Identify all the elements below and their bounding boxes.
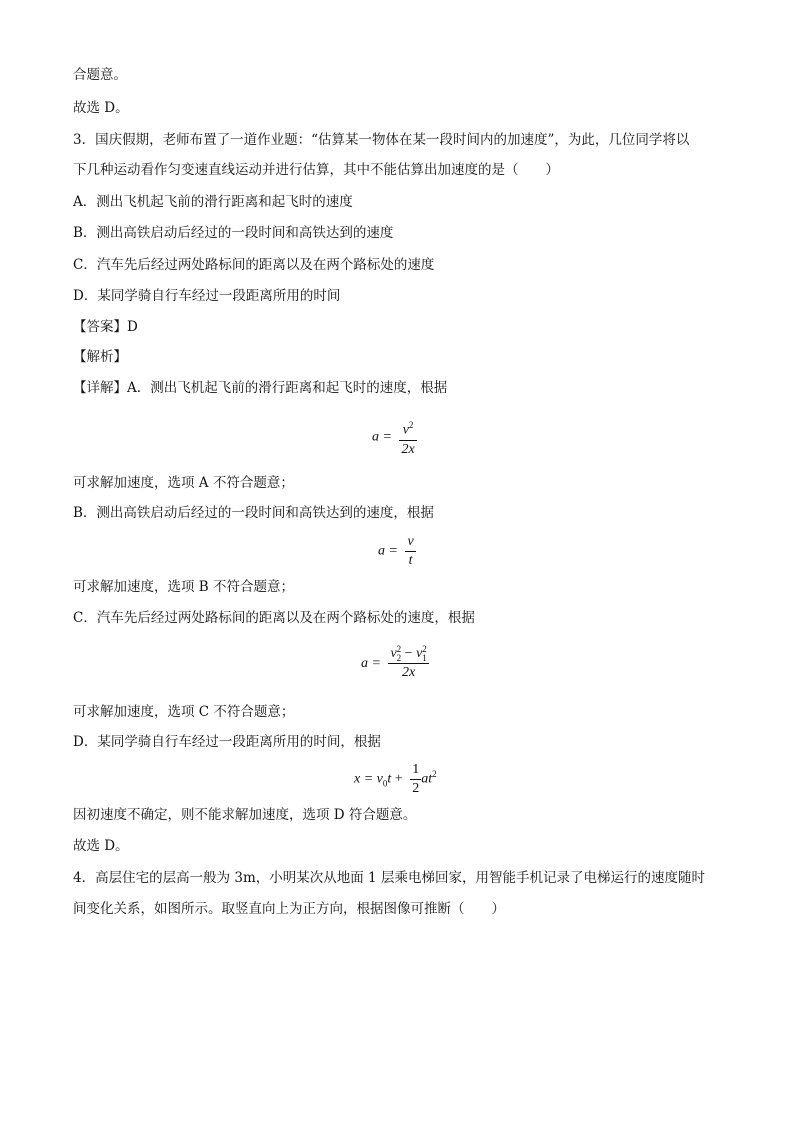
detail-d: D．某同学骑自行车经过一段距离所用的时间，根据 xyxy=(73,734,381,750)
eq1-lhs: a = xyxy=(372,429,392,445)
text-line: 故选 D。 xyxy=(73,100,129,116)
eq3-num-a: v xyxy=(390,646,397,662)
text-line: 可求解加速度，选项 B 不符合题意； xyxy=(73,579,295,595)
text-line: 可求解加速度，选项 C 不符合题意； xyxy=(73,704,295,720)
eq4-t: t xyxy=(387,771,392,787)
option-a: A．测出飞机起飞前的滑行距离和起飞时的速度 xyxy=(73,194,353,210)
question-4-stem: 4．高层住宅的层高一般为 3m，小明某次从地面 1 层乘电梯回家，用智能手机记录了电梯运行的速度随时 xyxy=(73,870,705,886)
question-3-stem-cont: 下几种运动看作匀变速直线运动并进行估算，其中不能估算出加速度的是（ ） xyxy=(73,162,559,178)
detail-b: B．测出高铁启动后经过的一段时间和高铁达到的速度，根据 xyxy=(73,505,434,521)
eq1-den: 2x xyxy=(401,441,415,457)
eq4-at: at xyxy=(421,771,433,787)
equation-4 xyxy=(354,761,437,798)
eq1-num-sup: 2 xyxy=(408,420,414,430)
analysis-label: 【解析】 xyxy=(73,349,127,365)
eq1-num: v xyxy=(402,422,409,438)
answer-label: 【答案】D xyxy=(73,319,138,335)
eq4-v: v xyxy=(376,771,383,787)
eq3-lhs: a = xyxy=(361,655,381,671)
eq4-v-sub: 0 xyxy=(382,778,388,789)
eq4-fraction xyxy=(410,761,421,798)
eq3-num-a-sup: 2 xyxy=(396,644,402,654)
text-line: 可求解加速度，选项 A 不符合题意； xyxy=(73,475,294,491)
eq3-num-b-sup: 2 xyxy=(422,644,427,654)
option-b: B．测出高铁启动后经过的一段时间和高铁达到的速度 xyxy=(73,225,394,241)
text-line: 合题意。 xyxy=(73,67,127,83)
eq4-plus: + xyxy=(394,771,403,787)
option-d: D．某同学骑自行车经过一段距离所用的时间 xyxy=(73,288,341,304)
option-c: C．汽车先后经过两处路标间的距离以及在两个路标处的速度 xyxy=(73,257,435,273)
eq4-num: 1 xyxy=(412,762,420,777)
question-3-stem: 3．国庆假期，老师布置了一道作业题：“估算某一物体在某一段时间内的加速度”，为此，几位同学将以 xyxy=(73,132,690,148)
equation-3 xyxy=(361,645,429,682)
eq4-at-sup: 2 xyxy=(432,769,437,780)
eq4-lhs: x = xyxy=(354,771,374,787)
eq2-den: t xyxy=(408,553,413,568)
question-4-stem-cont: 间变化关系，如图所示。取竖直向上为正方向，根据图像可推断（ ） xyxy=(73,901,505,917)
eq3-num-a-sub: 2 xyxy=(396,653,402,663)
detail-a: 【详解】A．测出飞机起飞前的滑行距离和起飞时的速度，根据 xyxy=(73,380,448,396)
eq3-fraction xyxy=(388,645,428,682)
equation-2 xyxy=(378,533,416,570)
detail-c: C．汽车先后经过两处路标间的距离以及在两个路标处的速度，根据 xyxy=(73,610,475,626)
eq3-num-b: v xyxy=(416,646,423,662)
text-line: 因初速度不确定，则不能求解加速度，选项 D 符合题意。 xyxy=(73,807,417,823)
eq3-num-b-sub: 1 xyxy=(422,653,427,663)
eq2-num: v xyxy=(407,534,414,549)
text-line: 故选 D。 xyxy=(73,838,129,854)
eq2-fraction xyxy=(405,533,415,570)
eq3-minus: − xyxy=(404,646,413,662)
eq4-den: 2 xyxy=(412,781,420,796)
eq1-fraction xyxy=(399,416,416,459)
equation-1 xyxy=(372,416,417,459)
eq2-lhs: a = xyxy=(378,543,398,559)
eq3-den: 2x xyxy=(402,665,416,681)
